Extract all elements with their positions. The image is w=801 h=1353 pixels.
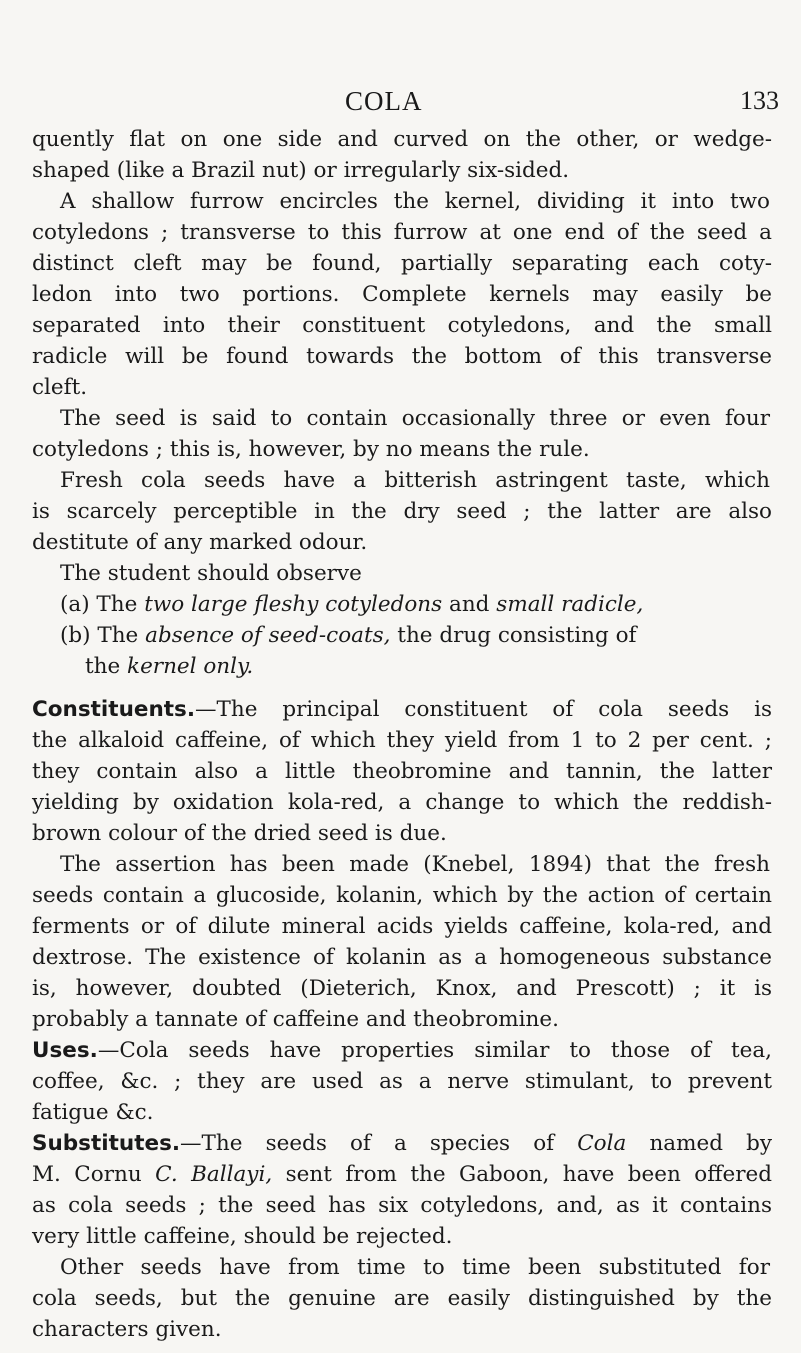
observe-item-italic: kernel only. bbox=[127, 654, 254, 679]
observe-item-marker: (b) The bbox=[60, 623, 146, 648]
text-line: cotyledons ; this is, however, by no means the rule. bbox=[32, 437, 590, 462]
text-span: —Cola seeds have properties similar to those of tea, bbox=[97, 1038, 772, 1063]
text-line: A shallow furrow encircles the kernel, dividing it into two bbox=[60, 189, 770, 214]
text-line: distinct cleft may be found, partially separating each coty- bbox=[32, 251, 772, 276]
text-line: radicle will be found towards the bottom of this transverse bbox=[32, 344, 772, 369]
text-line: coffee, &c. ; they are used as a nerve stimulant, to prevent bbox=[32, 1069, 772, 1094]
observe-item-italic: absence of seed-coats, bbox=[145, 623, 391, 648]
text-line: cotyledons ; transverse to this furrow at one end of the seed a bbox=[32, 220, 772, 245]
text-line: probably a tannate of caffeine and theobromine. bbox=[32, 1007, 559, 1032]
text-line: The assertion has been made (Knebel, 1894) that the fresh bbox=[60, 852, 770, 877]
observe-item-b-continued bbox=[85, 651, 253, 682]
substitutes-second-line bbox=[32, 1159, 772, 1190]
observe-item-text: and bbox=[442, 592, 497, 617]
text-line: The student should observe bbox=[60, 561, 362, 586]
text-line: is scarcely perceptible in the dry seed ; the latter are also bbox=[32, 499, 772, 524]
page-number: 133 bbox=[740, 86, 779, 115]
text-line: shaped (like a Brazil nut) or irregularly six-sided. bbox=[32, 158, 570, 183]
text-line: Fresh cola seeds have a bitterish astringent taste, which bbox=[60, 468, 770, 493]
section-heading-uses: Uses. bbox=[32, 1038, 98, 1063]
text-span: M. Cornu bbox=[32, 1162, 156, 1187]
text-span: sent from the Gaboon, have been offered bbox=[272, 1162, 773, 1187]
section-heading-constituents: Constituents. bbox=[32, 697, 196, 722]
text-span: named by bbox=[626, 1131, 772, 1156]
observe-item-a bbox=[60, 589, 643, 620]
text-line: is, however, doubted (Dieterich, Knox, and Prescott) ; it is bbox=[32, 976, 772, 1001]
text-line: separated into their constituent cotyledons, and the small bbox=[32, 313, 772, 338]
text-span: —The seeds of a species of bbox=[180, 1131, 578, 1156]
observe-item-italic: small radicle, bbox=[496, 592, 644, 617]
uses-first-line bbox=[32, 1035, 772, 1066]
substitutes-first-line bbox=[32, 1128, 772, 1159]
text-line: The seed is said to contain occasionally three or even four bbox=[60, 406, 770, 431]
text-line: ferments or of dilute mineral acids yields caffeine, kola-red, and bbox=[32, 914, 772, 939]
text-span: —The principal constituent of cola seeds is bbox=[195, 697, 772, 722]
text-line: dextrose. The existence of kolanin as a homogeneous substance bbox=[32, 945, 772, 970]
text-line: seeds contain a glucoside, kolanin, which by the action of certain bbox=[32, 883, 772, 908]
text-line: yielding by oxidation kola-red, a change to which the reddish- bbox=[32, 790, 772, 815]
text-line: very little caffeine, should be rejected. bbox=[32, 1224, 453, 1249]
text-line: Other seeds have from time to time been substituted for bbox=[60, 1255, 770, 1280]
observe-item-b bbox=[60, 620, 636, 651]
text-line: characters given. bbox=[32, 1317, 222, 1342]
observe-item-italic: two large fleshy cotyledons bbox=[144, 592, 443, 617]
text-line: the alkaloid caffeine, of which they yield from 1 to 2 per cent. ; bbox=[32, 728, 772, 753]
italic-span: Cola bbox=[577, 1131, 627, 1156]
observe-item-text: the bbox=[85, 654, 128, 679]
text-line: as cola seeds ; the seed has six cotyledons, and, as it contains bbox=[32, 1193, 772, 1218]
observe-item-text: the drug consisting of bbox=[390, 623, 637, 648]
text-line: they contain also a little theobromine and tannin, the latter bbox=[32, 759, 772, 784]
italic-span: C. Ballayi, bbox=[155, 1162, 273, 1187]
text-line: brown colour of the dried seed is due. bbox=[32, 821, 447, 846]
running-header bbox=[0, 86, 801, 116]
text-line: cola seeds, but the genuine are easily distinguished by the bbox=[32, 1286, 772, 1311]
constituents-first-line bbox=[32, 694, 772, 725]
section-heading-substitutes: Substitutes. bbox=[32, 1131, 181, 1156]
observe-item-marker: (a) The bbox=[60, 592, 145, 617]
text-line: destitute of any marked odour. bbox=[32, 530, 368, 555]
text-line: fatigue &c. bbox=[32, 1100, 154, 1125]
text-line: ledon into two portions. Complete kernels may easily be bbox=[32, 282, 772, 307]
text-line: quently flat on one side and curved on the other, or wedge- bbox=[32, 127, 772, 152]
text-line: cleft. bbox=[32, 375, 88, 400]
running-title: COLA bbox=[345, 86, 423, 116]
